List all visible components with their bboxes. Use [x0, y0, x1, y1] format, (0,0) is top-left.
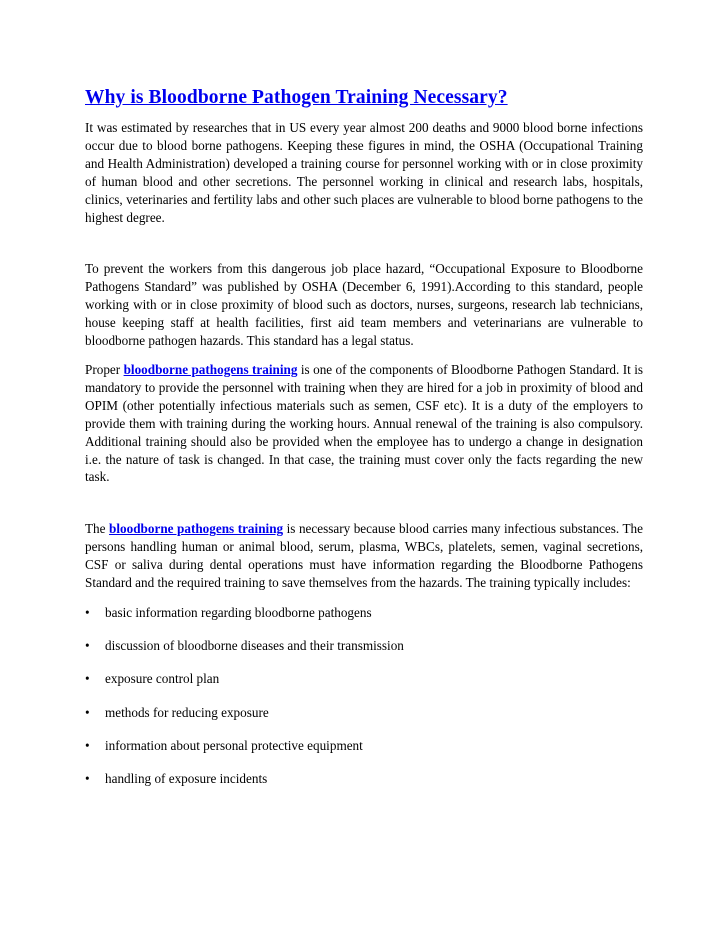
bullet-icon: • — [85, 638, 90, 654]
list-item-text: handling of exposure incidents — [105, 770, 268, 786]
training-topics-list — [85, 604, 643, 788]
bullet-icon: • — [85, 770, 90, 786]
list-item — [85, 637, 643, 655]
text-segment: is one of the components of Bloodborne Pathogen Standard. It is mandatory to provide the personnel with training when they are hired for a job in proximity of blood and OPIM (other potentially infectious materials such as semen, CSF etc). It is a duty of the employers to provide them with training during the working hours. Annual renewal of the training is also compulsory. Additional training should also be provided when the employee has to undergo a change in designation i.e. the nature of task is changed. In that case, the training must cover only the facts regarding the new task. — [85, 361, 643, 485]
bloodborne-training-link[interactable]: bloodborne pathogens training — [123, 361, 298, 377]
paragraph-training-necessity — [85, 520, 643, 592]
list-item — [85, 670, 643, 688]
list-item-text: methods for reducing exposure — [105, 704, 269, 720]
list-item-text: exposure control plan — [105, 671, 220, 687]
list-item-text: discussion of bloodborne diseases and their transmission — [105, 638, 404, 654]
list-item — [85, 737, 643, 755]
bullet-icon: • — [85, 737, 90, 753]
bullet-icon: • — [85, 704, 90, 720]
bullet-icon: • — [85, 604, 90, 620]
bullet-icon: • — [85, 671, 90, 687]
page-title: Why is Bloodborne Pathogen Training Necessary? — [85, 87, 508, 108]
list-item-text: information about personal protective equipment — [105, 737, 363, 753]
list-item-text: basic information regarding bloodborne pathogens — [105, 604, 372, 620]
paragraph-training-components — [85, 361, 643, 486]
paragraph-intro: It was estimated by researches that in US every year almost 200 deaths and 9000 blood borne infections occur due to blood borne pathogens. Keeping these figures in mind, the OSHA (Occupational Training and Health Administration) developed a training course for personnel working with or in close proximity of human blood and other secretions. The personnel working in clinical and research labs, hospitals, clinics, veterinaries and fertility labs and other such places are vulnerable to blood borne pathogens to the highest degree. — [85, 120, 643, 225]
text-segment: Proper — [85, 361, 124, 377]
bloodborne-training-link[interactable]: bloodborne pathogens training — [109, 521, 284, 537]
paragraph-osha-standard: To prevent the workers from this dangerous job place hazard, “Occupational Exposure to Bloodborne Pathogens Standard” was published by OSHA (December 6, 1991).According to this standard, people working with or in close proximity of blood such as doctors, nurses, surgeons, research lab technicians, house keeping staff at health facilities, first aid team members and veterinarians are vulnerable to bloodborne pathogen hazards. This standard has a legal status. — [85, 261, 643, 349]
text-segment: is necessary because blood carries many infectious substances. The persons handling human or animal blood, serum, plasma, WBCs, platelets, semen, vaginal secretions, CSF or saliva during dental operations must have information regarding the Bloodborne Pathogens Standard and the required training to save themselves from the hazards. The training typically includes: — [85, 521, 643, 591]
document-page — [85, 86, 643, 803]
list-item — [85, 604, 643, 622]
text-segment: The — [85, 521, 110, 537]
list-item — [85, 704, 643, 722]
list-item — [85, 770, 643, 788]
